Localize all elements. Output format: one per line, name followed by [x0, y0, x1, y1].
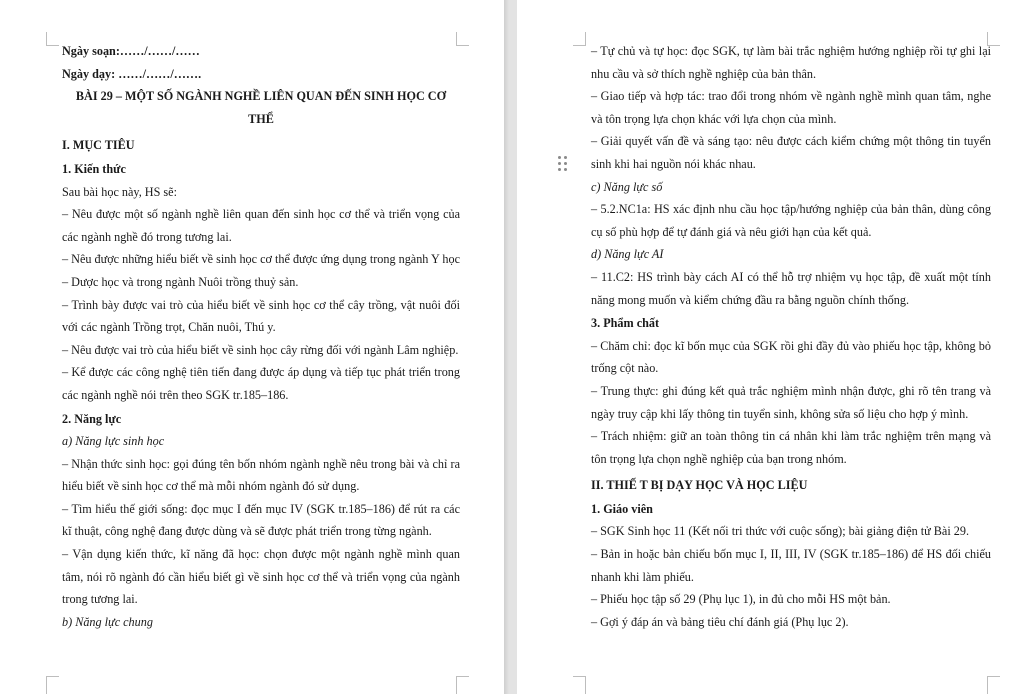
quality-item: – Chăm chỉ: đọc kĩ bốn mục của SGK rồi ghi đầy đủ vào phiếu học tập, không bỏ trống cột nào.	[591, 338, 991, 376]
document-page-right	[517, 0, 1028, 694]
knowledge-item: – Nêu được vai trò của hiểu biết về sinh học cây rừng đối với ngành Lâm nghiệp.	[62, 342, 459, 357]
crop-mark	[456, 676, 469, 677]
teacher-item: – Bản in hoặc bản chiếu bốn mục I, II, III, IV (SGK tr.185–186) để HS đối chiếu nhanh khi làm phiếu.	[591, 547, 991, 584]
crop-mark	[456, 676, 457, 694]
knowledge-item: – Trình bày được vai trò của hiểu biết về sinh học cơ thể cây trồng, vật nuôi đối với các ngành Trồng trọt, Chăn nuôi, Thú y.	[62, 297, 460, 335]
section-heading: II. THIẾ T BỊ DẠY HỌC VÀ HỌC LIỆU	[591, 478, 808, 493]
general-competence-item: – Giải quyết vấn đề và sáng tạo: nêu được cách kiểm chứng một thông tin tuyển sinh khi hai nguồn nói khác nhau.	[591, 134, 991, 171]
teacher-item: – Phiếu học tập số 29 (Phụ lục 1), in đủ cho mỗi HS một bản.	[591, 592, 891, 607]
crop-mark	[46, 32, 47, 45]
competence-item: – Nhận thức sinh học: gọi đúng tên bốn nhóm ngành nghề nêu trong bài và chỉ ra hiểu biết về sinh học cơ thể mà mỗi nhóm ngành đó sử dụng.	[62, 456, 460, 494]
ngay-day: Ngày dạy: ……/……/…….	[62, 66, 202, 81]
teacher-item: – Gợi ý đáp án và bảng tiêu chí đánh giá (Phụ lục 2).	[591, 614, 849, 629]
general-competence-item: – Tự chủ và tự học: đọc SGK, tự làm bài trắc nghiệm hướng nghiệp rồi tự ghi lại nhu cầu và sở thích nghề nghiệp của bản thân.	[591, 44, 991, 81]
competence-item: – Tìm hiểu thế giới sống: đọc mục I đến mục IV (SGK tr.185–186) để rút ra các kĩ thuật, công nghệ đang được dùng và sẽ được phát triển trong từng ngành.	[62, 501, 460, 539]
page-content[interactable]	[62, 40, 460, 633]
crop-mark	[573, 45, 586, 46]
knowledge-item: – Nêu được một số ngành nghề liên quan đến sinh học cơ thể và triển vọng của các ngành nghề đó trong tương lai.	[62, 207, 460, 244]
teacher-item: – SGK Sinh học 11 (Kết nối tri thức với cuộc sống); bài giảng điện tử Bài 29.	[591, 524, 970, 539]
quality-item: – Trung thực: ghi đúng kết quả trắc nghiệm mình nhận được, ghi rõ tên trang và ngày truy cập khi lấy thông tin tuyển sinh, không sửa số liệu cho hợp ý mình.	[591, 383, 991, 421]
page-content[interactable]	[591, 40, 991, 633]
crop-mark	[987, 676, 1000, 677]
lesson-title: BÀI 29 – MỘT SỐ NGÀNH NGHỀ LIÊN QUAN ĐẾN SINH HỌC CƠ THỂ	[75, 89, 447, 126]
intro-text: Sau bài học này, HS sẽ:	[62, 184, 177, 199]
knowledge-item: – Kể được các công nghệ tiên tiến đang được áp dụng và tiếp tục phát triển trong các ngành nghề nói trên theo SGK tr.185–186.	[62, 365, 460, 402]
subsection-heading: 1. Kiến thức	[62, 161, 126, 176]
document-page-left	[0, 0, 504, 694]
page-gap	[504, 0, 517, 694]
competence-subheading: a) Năng lực sinh học	[62, 434, 165, 449]
section-heading: I. MỤC TIÊU	[62, 138, 135, 153]
subsection-heading: 1. Giáo viên	[591, 501, 653, 516]
digital-competence-item: – 5.2.NC1a: HS xác định nhu cầu học tập/hướng nghiệp của bản thân, dùng công cụ số phù hợp để tự đánh giá và nêu giới hạn của kết quả.	[591, 202, 991, 239]
crop-mark	[585, 676, 586, 694]
competence-subheading: c) Năng lực số	[591, 179, 663, 194]
knowledge-item: – Nêu được những hiểu biết về sinh học cơ thể được ứng dụng trong ngành Y học – Dược học và trong ngành Nuôi trồng thuỷ sản.	[62, 252, 460, 289]
crop-mark	[46, 676, 59, 677]
general-competence-item: – Giao tiếp và hợp tác: trao đổi trong nhóm về ngành nghề mình quan tâm, nghe và tôn trọng lựa chọn khác với lựa chọn của mình.	[591, 89, 991, 126]
competence-subheading: d) Năng lực AI	[591, 247, 664, 262]
quality-item: – Trách nhiệm: giữ an toàn thông tin cá nhân khi làm trắc nghiệm trên mạng và tôn trọng lựa chọn nghề nghiệp của bạn trong nhóm.	[591, 429, 991, 466]
crop-mark	[46, 45, 59, 46]
crop-mark	[585, 32, 586, 45]
subsection-heading: 2. Năng lực	[62, 411, 122, 426]
ai-competence-item: – 11.C2: HS trình bày cách AI có thể hỗ trợ nhiệm vụ học tập, đề xuất một tính năng mong muốn và kiểm chứng đầu ra bằng nguồn chính thống.	[591, 269, 991, 307]
drag-handle-icon[interactable]	[558, 156, 568, 172]
competence-subheading: b) Năng lực chung	[62, 614, 153, 629]
competence-item: – Vận dụng kiến thức, kĩ năng đã học: chọn được một ngành nghề mình quan tâm, nói rõ ngành đó cần hiểu biết gì về sinh học cơ thể và triển vọng của ngành trong tương lai.	[62, 547, 460, 607]
crop-mark	[46, 676, 47, 694]
ngay-soan: Ngày soạn:……/……/……	[62, 44, 200, 58]
crop-mark	[987, 676, 988, 694]
subsection-heading: 3. Phẩm chất	[591, 316, 660, 331]
